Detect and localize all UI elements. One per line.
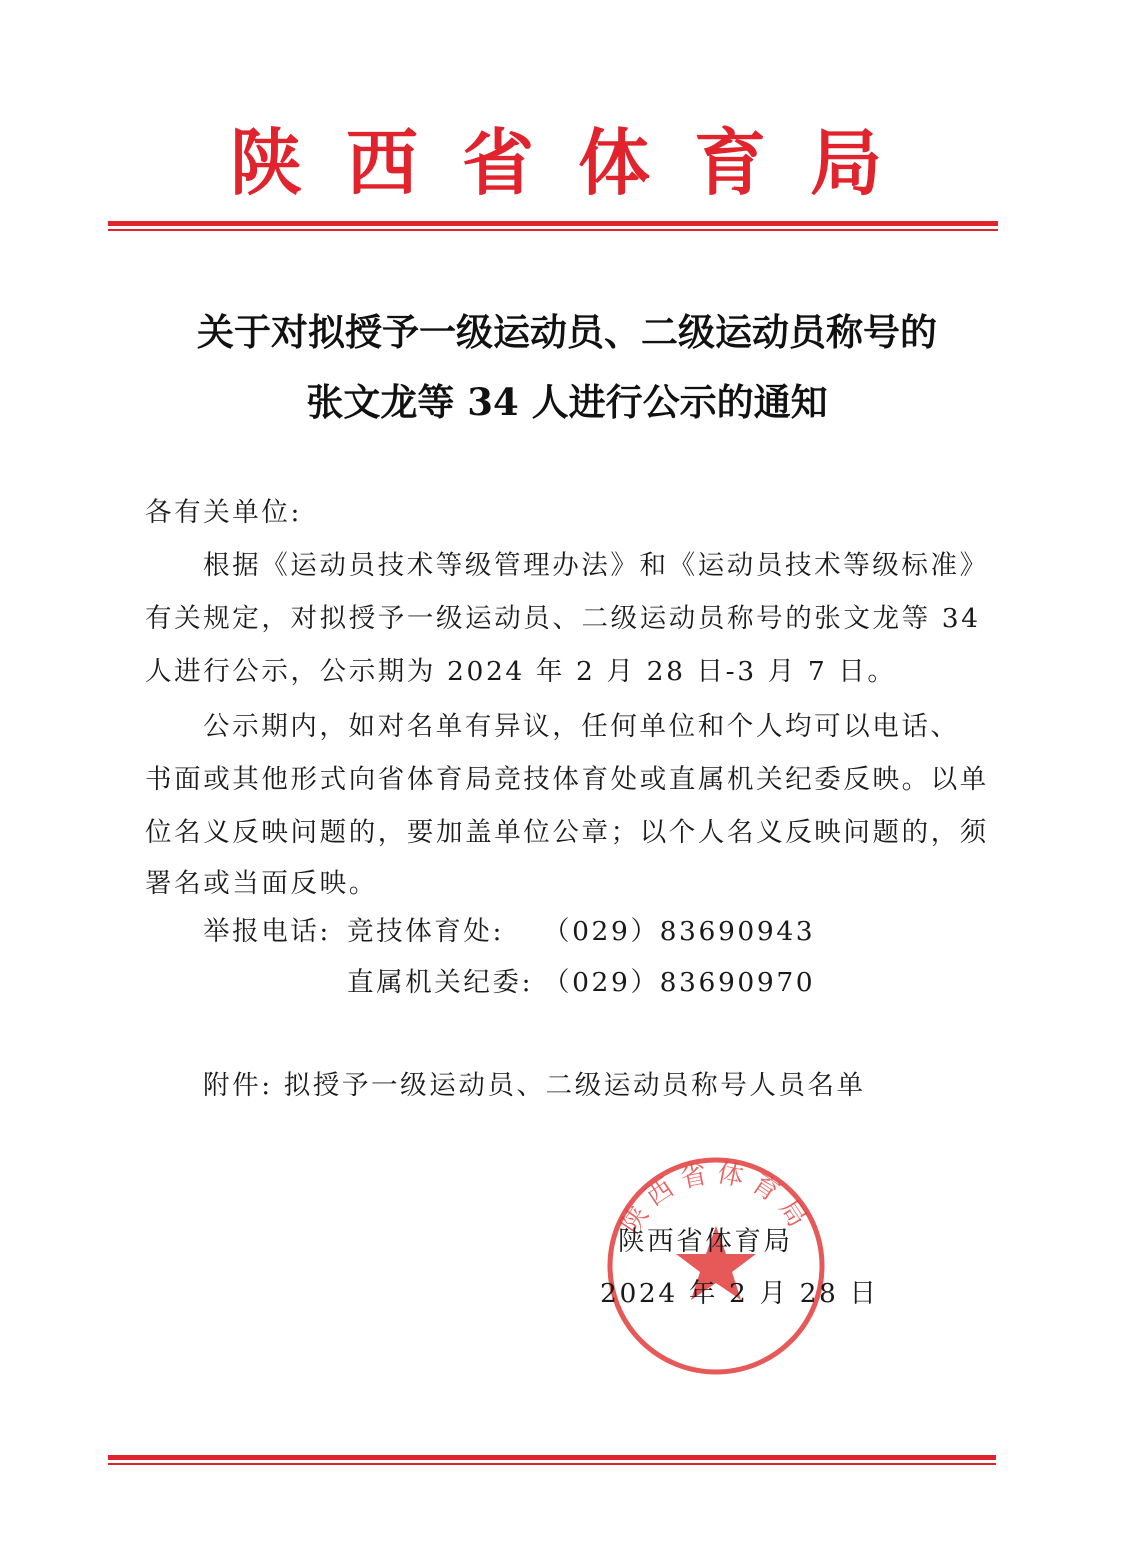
paragraph-2-line-1: 公示期内，如对名单有异议，任何单位和个人均可以电话、: [203, 711, 960, 742]
signature-date: 2024 年 2 月 28 日: [600, 1278, 879, 1309]
paragraph-1-line-3: 人进行公示，公示期为 2024 年 2 月 28 日-3 月 7 日。: [145, 656, 897, 687]
paragraph-2-line-3: 位名义反映问题的，要加盖单位公章；以个人名义反映问题的，须: [145, 817, 989, 848]
document-title-line-2: 张文龙等 34 人进行公示的通知: [306, 380, 828, 424]
footer-rule-thick: [108, 1455, 996, 1460]
contact-dept-2: 直属机关纪委:: [347, 967, 534, 998]
attachment-note: 附件: 拟授予一级运动员、二级运动员称号人员名单: [203, 1070, 866, 1101]
paragraph-2-line-4: 署名或当面反映。: [145, 868, 378, 899]
contact-phone-2: （029）83690970: [543, 967, 816, 998]
svg-text:陕西省体育局: 陕西省体育局: [615, 1158, 817, 1240]
paragraph-1-line-2: 有关规定，对拟授予一级运动员、二级运动员称号的张文龙等 34: [145, 603, 981, 634]
signature-organization: 陕西省体育局: [618, 1226, 793, 1257]
header-rule-thick: [108, 221, 998, 226]
official-seal-stamp: [600, 1150, 832, 1382]
header-rule-thin: [108, 229, 998, 231]
paragraph-2-line-2: 书面或其他形式向省体育局竞技体育处或直属机关纪委反映。以单: [145, 764, 989, 795]
report-phone-label: 举报电话:: [203, 916, 331, 947]
contact-phone-1: （029）83690943: [543, 916, 816, 947]
paragraph-1-line-1: 根据《运动员技术等级管理办法》和《运动员技术等级标准》: [203, 550, 989, 581]
document-title-line-1: 关于对拟授予一级运动员、二级运动员称号的: [197, 310, 937, 354]
issuing-organization-header: 陕西省体育局: [229, 121, 926, 205]
salutation: 各有关单位:: [145, 497, 303, 528]
footer-rule-thin: [108, 1463, 996, 1465]
contact-dept-1: 竞技体育处:: [347, 916, 505, 947]
